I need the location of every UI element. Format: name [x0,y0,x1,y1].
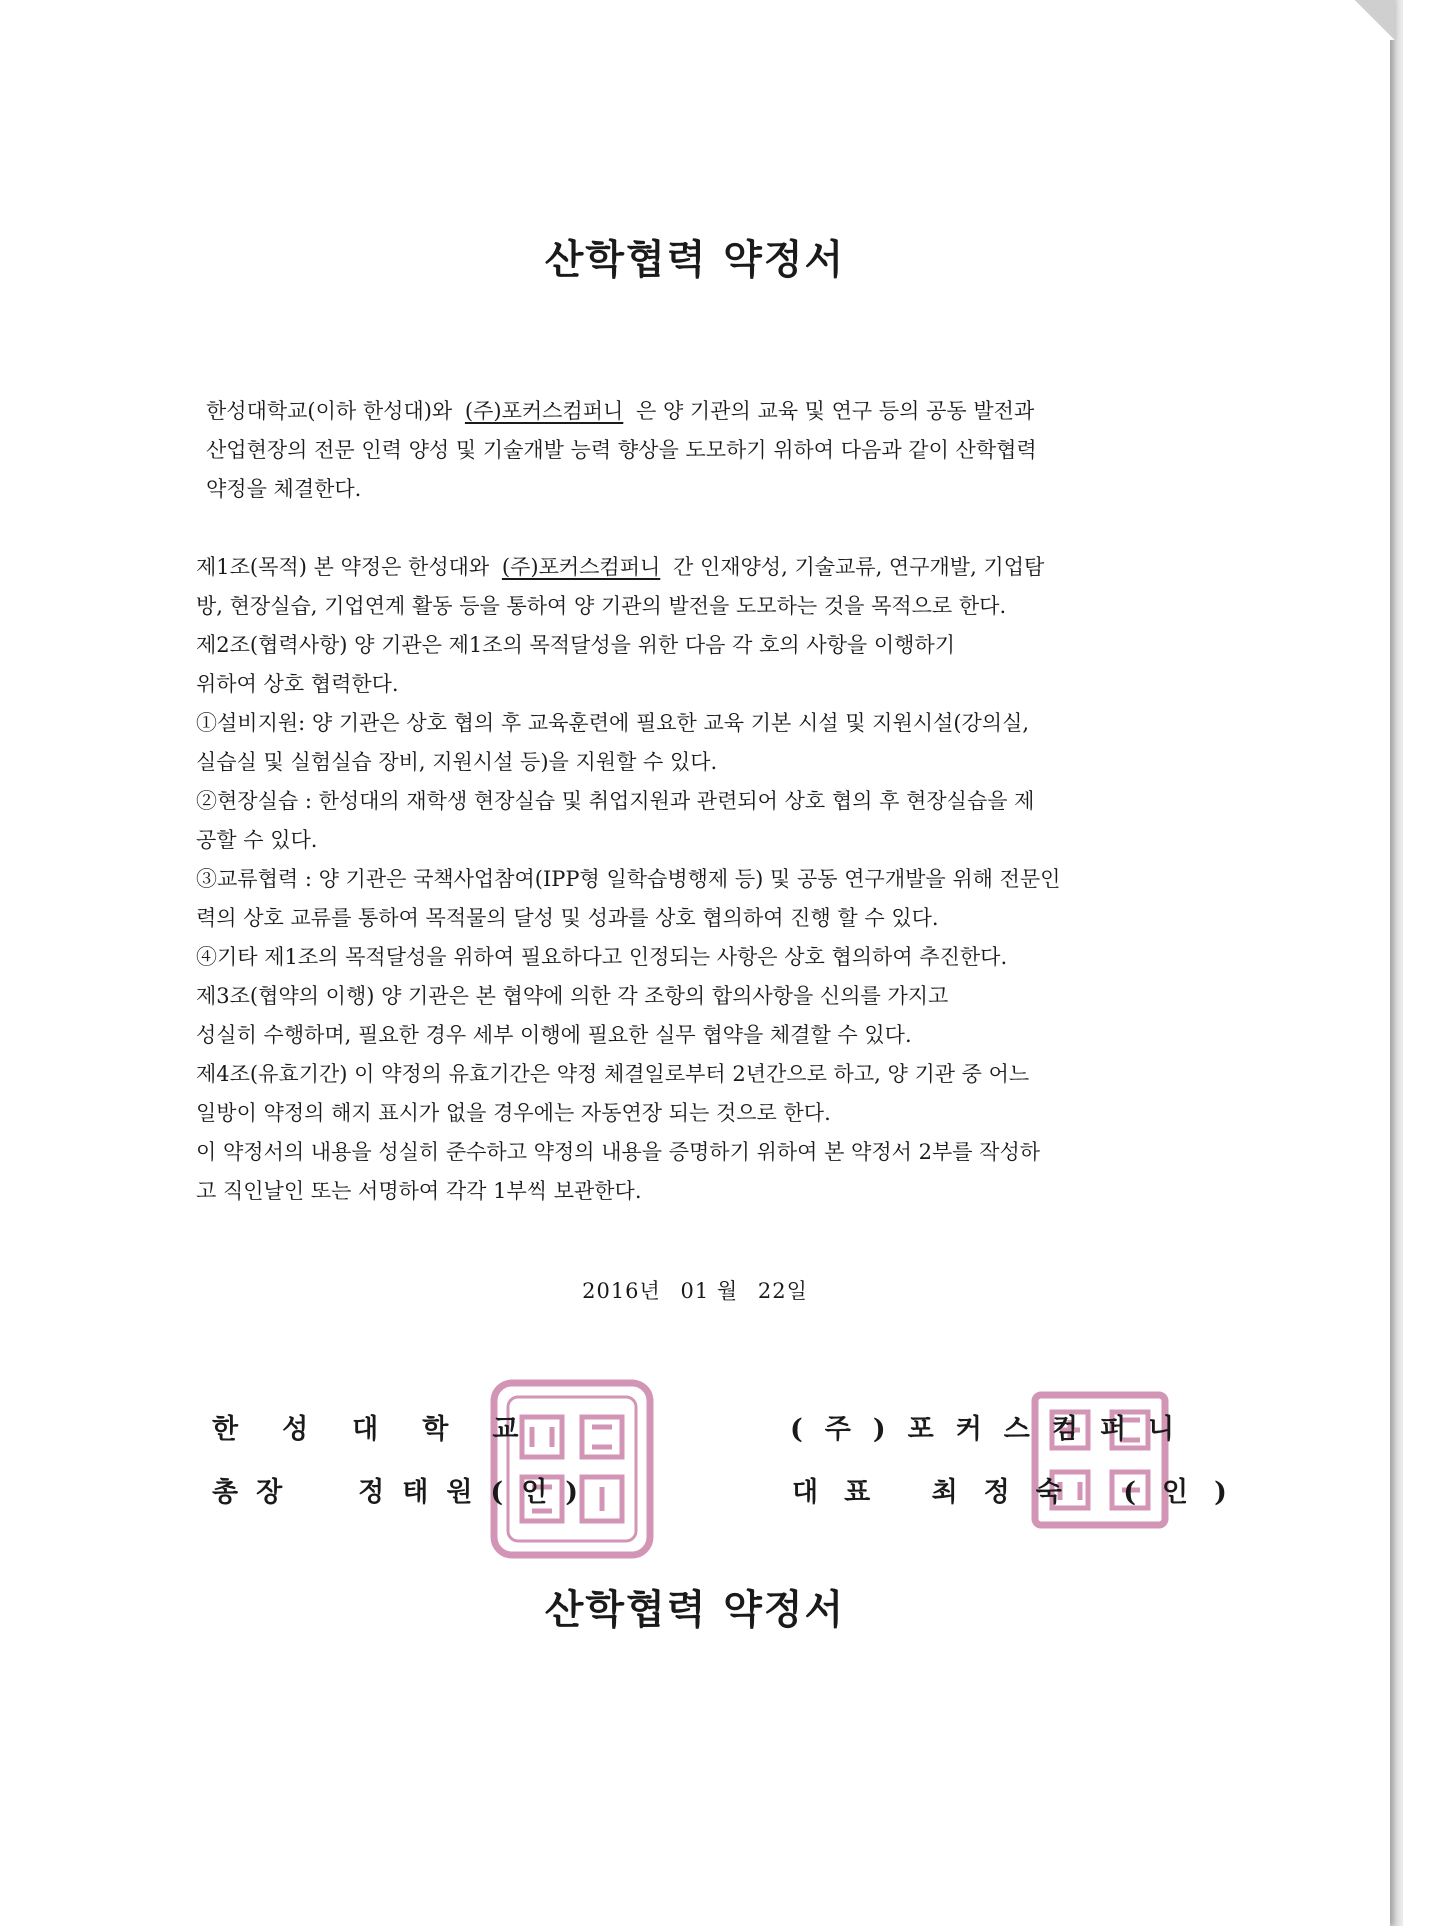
article-2-item-3-line-2: 력의 상호 교류를 통하여 목적물의 달성 및 성과를 상호 협의하여 진행 할 수 있다. [196,906,939,930]
article-3-line-2: 성실히 수행하며, 필요한 경우 세부 이행에 필요한 실무 협약을 체결할 수 있다. [196,1023,912,1047]
university-name: 한성대학교 [212,1414,563,1445]
president-name: 정태원(인) [358,1477,597,1508]
company-signature-name: (주)포커스컴퍼니 [790,1414,1197,1445]
university-representative [212,1470,596,1509]
article-2-line-2: 위하여 상호 협력한다. [196,672,399,696]
intro-text: 한성대학교(이하 한성대)와 [206,399,453,423]
agreement-date [0,1275,1390,1305]
article-4-line-2: 일방이 약정의 해지 표시가 없을 경우에는 자동연장 되는 것으로 한다. [196,1101,831,1125]
article-1-line-1 [196,548,1166,587]
article-2-item-2-line-2: 공할 수 있다. [196,828,318,852]
intro-line-3: 약정을 체결한다. [206,477,362,501]
article-text: 간 인재양성, 기술교류, 연구개발, 기업탐 [672,555,1045,579]
article-2-item-1-line-1: ①설비지원: 양 기관은 상호 협의 후 교육훈련에 필요한 교육 기본 시설 및 지원시설(강의실, [196,711,1030,735]
date-year: 2016년 [582,1279,661,1303]
article-2-item-4-line-1: ④기타 제1조의 목적달성을 위하여 필요하다고 인정되는 사항은 상호 협의하여 추진한다. [196,945,1008,969]
article-2-item-1-line-2: 실습실 및 실험실습 장비, 지원시설 등)을 지원할 수 있다. [196,750,718,774]
article-2-item-3-line-1: ③교류협력 : 양 기관은 국책사업참여(IPP형 일학습병행제 등) 및 공동 연구개발을 위해 전문인 [196,867,1061,891]
intro-paragraph [196,392,1166,509]
article-2-line-1: 제2조(협력사항) 양 기관은 제1조의 목적달성을 위한 다음 각 호의 사항을 이행하기 [196,633,956,657]
article-4-line-1: 제4조(유효기간) 이 약정의 유효기간은 약정 체결일로부터 2년간으로 하고, 양 기관 중 어느 [196,1062,1030,1086]
company-name: (주)포커스컴퍼니 [501,555,661,579]
date-month: 01 월 [680,1279,739,1303]
article-1-line-2: 방, 현장실습, 기업연계 활동 등을 통하여 양 기관의 발전을 도모하는 것을 목적으로 한다. [196,594,1007,618]
company-representative: 대표 최정숙 (인) [792,1477,1253,1508]
page-corner [1355,0,1395,40]
date-day: 22일 [757,1279,808,1303]
company-name: (주)포커스컴퍼니 [464,399,624,423]
president-role: 총장 [212,1477,301,1508]
closing-line-2: 고 직인날인 또는 서명하여 각각 1부씩 보관한다. [196,1179,642,1203]
intro-text: 은 양 기관의 교육 및 연구 등의 공동 발전과 [635,399,1035,423]
intro-line-1 [196,392,1166,431]
article-3-line-1: 제3조(협약의 이행) 양 기관은 본 협약에 의한 각 조항의 합의사항을 신의를 가지고 [196,984,949,1008]
intro-line-2: 산업현장의 전문 인력 양성 및 기술개발 능력 향상을 도모하기 위하여 다음과 같이 산학협력 [206,438,1037,462]
article-2-item-2-line-1: ②현장실습 : 한성대의 재학생 현장실습 및 취업지원과 관련되어 상호 협의 후 현장실습을 제 [196,789,1035,813]
closing-line-1: 이 약정서의 내용을 성실히 준수하고 약정의 내용을 증명하기 위하여 본 약정서 2부를 작성하 [196,1140,1041,1164]
article-text: 제1조(목적) 본 약정은 한성대와 [196,555,490,579]
articles-section [196,548,1166,1211]
document-title-repeat: 산학협력 약정서 [544,1586,846,1633]
university-seal-stamp [488,1377,656,1561]
document-title: 산학협력 약정서 [544,236,846,283]
